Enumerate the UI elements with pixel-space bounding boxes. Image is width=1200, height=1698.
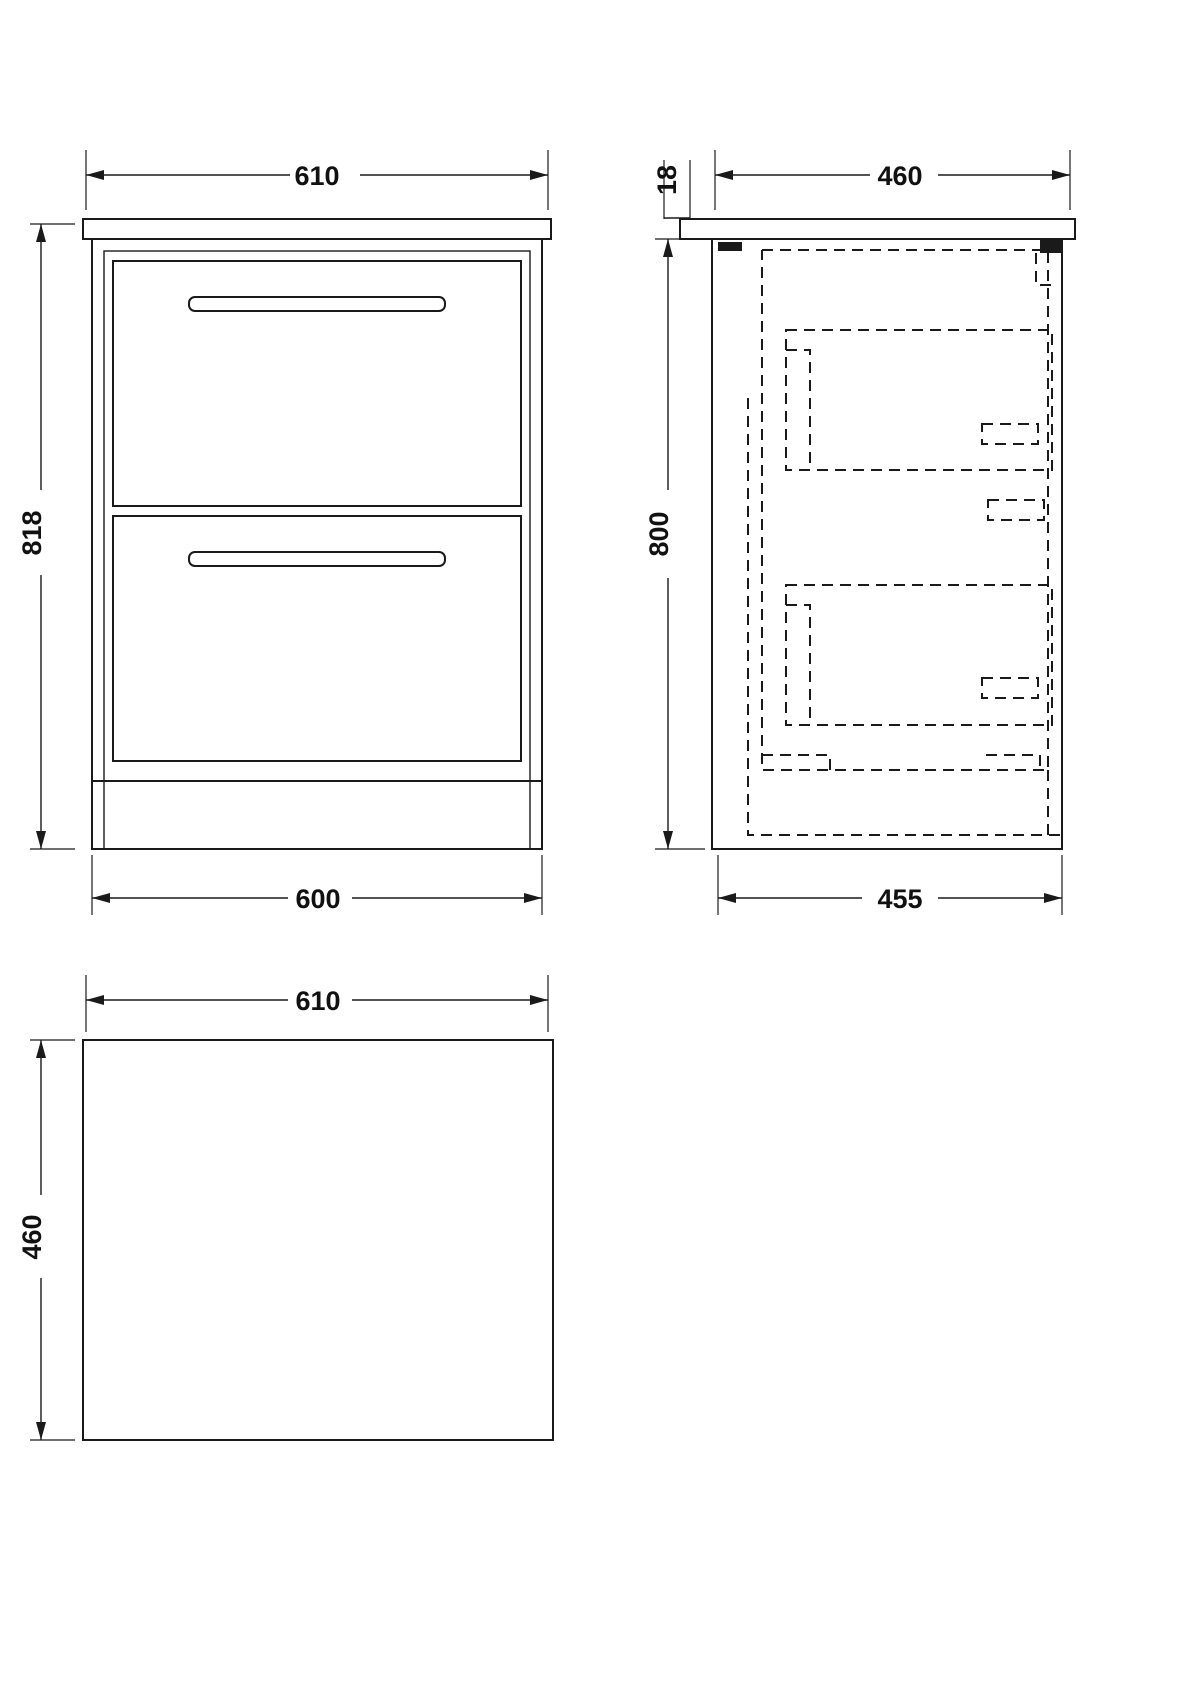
- side-drawer-front-top: [786, 350, 810, 470]
- front-dim-left-arrow-bottom: [36, 831, 46, 849]
- side-top-bracket: [1036, 253, 1052, 285]
- side-dim-top-arrow-right: [1052, 170, 1070, 180]
- side-drawer-stop-mid: [988, 500, 1044, 520]
- side-top-fixing-block: [1040, 239, 1062, 253]
- side-elevation-view: [644, 150, 1075, 915]
- front-worktop: [83, 219, 551, 239]
- side-bottom-depth-label: 455: [877, 884, 923, 914]
- side-thickness-label: 18: [652, 164, 682, 196]
- plan-dim-left-arrow-top: [36, 1040, 46, 1058]
- front-handle-bottom: [189, 552, 445, 566]
- side-drawer-front-bottom: [786, 605, 810, 725]
- plan-depth-label: 460: [17, 1214, 47, 1260]
- side-drawer-box-bottom: [786, 585, 1052, 725]
- plan-dim-top-arrow-left: [86, 995, 104, 1005]
- side-dim-bottom-arrow-left: [718, 893, 736, 903]
- side-height-label: 800: [644, 511, 674, 557]
- front-top-width-label: 610: [294, 161, 340, 191]
- front-dim-top-arrow-right: [530, 170, 548, 180]
- plan-width-label: 610: [295, 986, 341, 1016]
- plan-dim-top-arrow-right: [530, 995, 548, 1005]
- front-dim-bottom-arrow-right: [524, 893, 542, 903]
- front-dim-bottom-arrow-left: [92, 893, 110, 903]
- plan-worktop-outline: [83, 1040, 553, 1440]
- side-top-depth-label: 460: [877, 161, 923, 191]
- side-dim-bottom-arrow-right: [1044, 893, 1062, 903]
- side-dim-left-arrow-bottom: [663, 831, 673, 849]
- front-dim-top-arrow-left: [86, 170, 104, 180]
- side-foot-right-detail: [986, 755, 1040, 772]
- side-drawer-runner-lower: [748, 398, 1060, 835]
- plan-dim-left-arrow-bottom: [36, 1422, 46, 1440]
- side-hinge-mark: [718, 242, 742, 251]
- plan-view: [17, 975, 553, 1440]
- front-handle-top: [189, 297, 445, 311]
- side-drawer-envelope: [762, 250, 1048, 770]
- side-drawer-box-top: [786, 330, 1052, 470]
- side-dim-left-arrow-top: [663, 239, 673, 257]
- side-drawer-handle-top: [982, 424, 1038, 444]
- side-drawer-handle-bottom: [982, 678, 1038, 698]
- front-elevation-view: [17, 150, 551, 915]
- front-dim-left-arrow-top: [36, 224, 46, 242]
- side-worktop: [680, 219, 1075, 239]
- side-dim-top-arrow-left: [715, 170, 733, 180]
- front-height-label: 818: [17, 510, 47, 556]
- front-cabinet-body: [92, 239, 542, 849]
- front-bottom-width-label: 600: [295, 884, 341, 914]
